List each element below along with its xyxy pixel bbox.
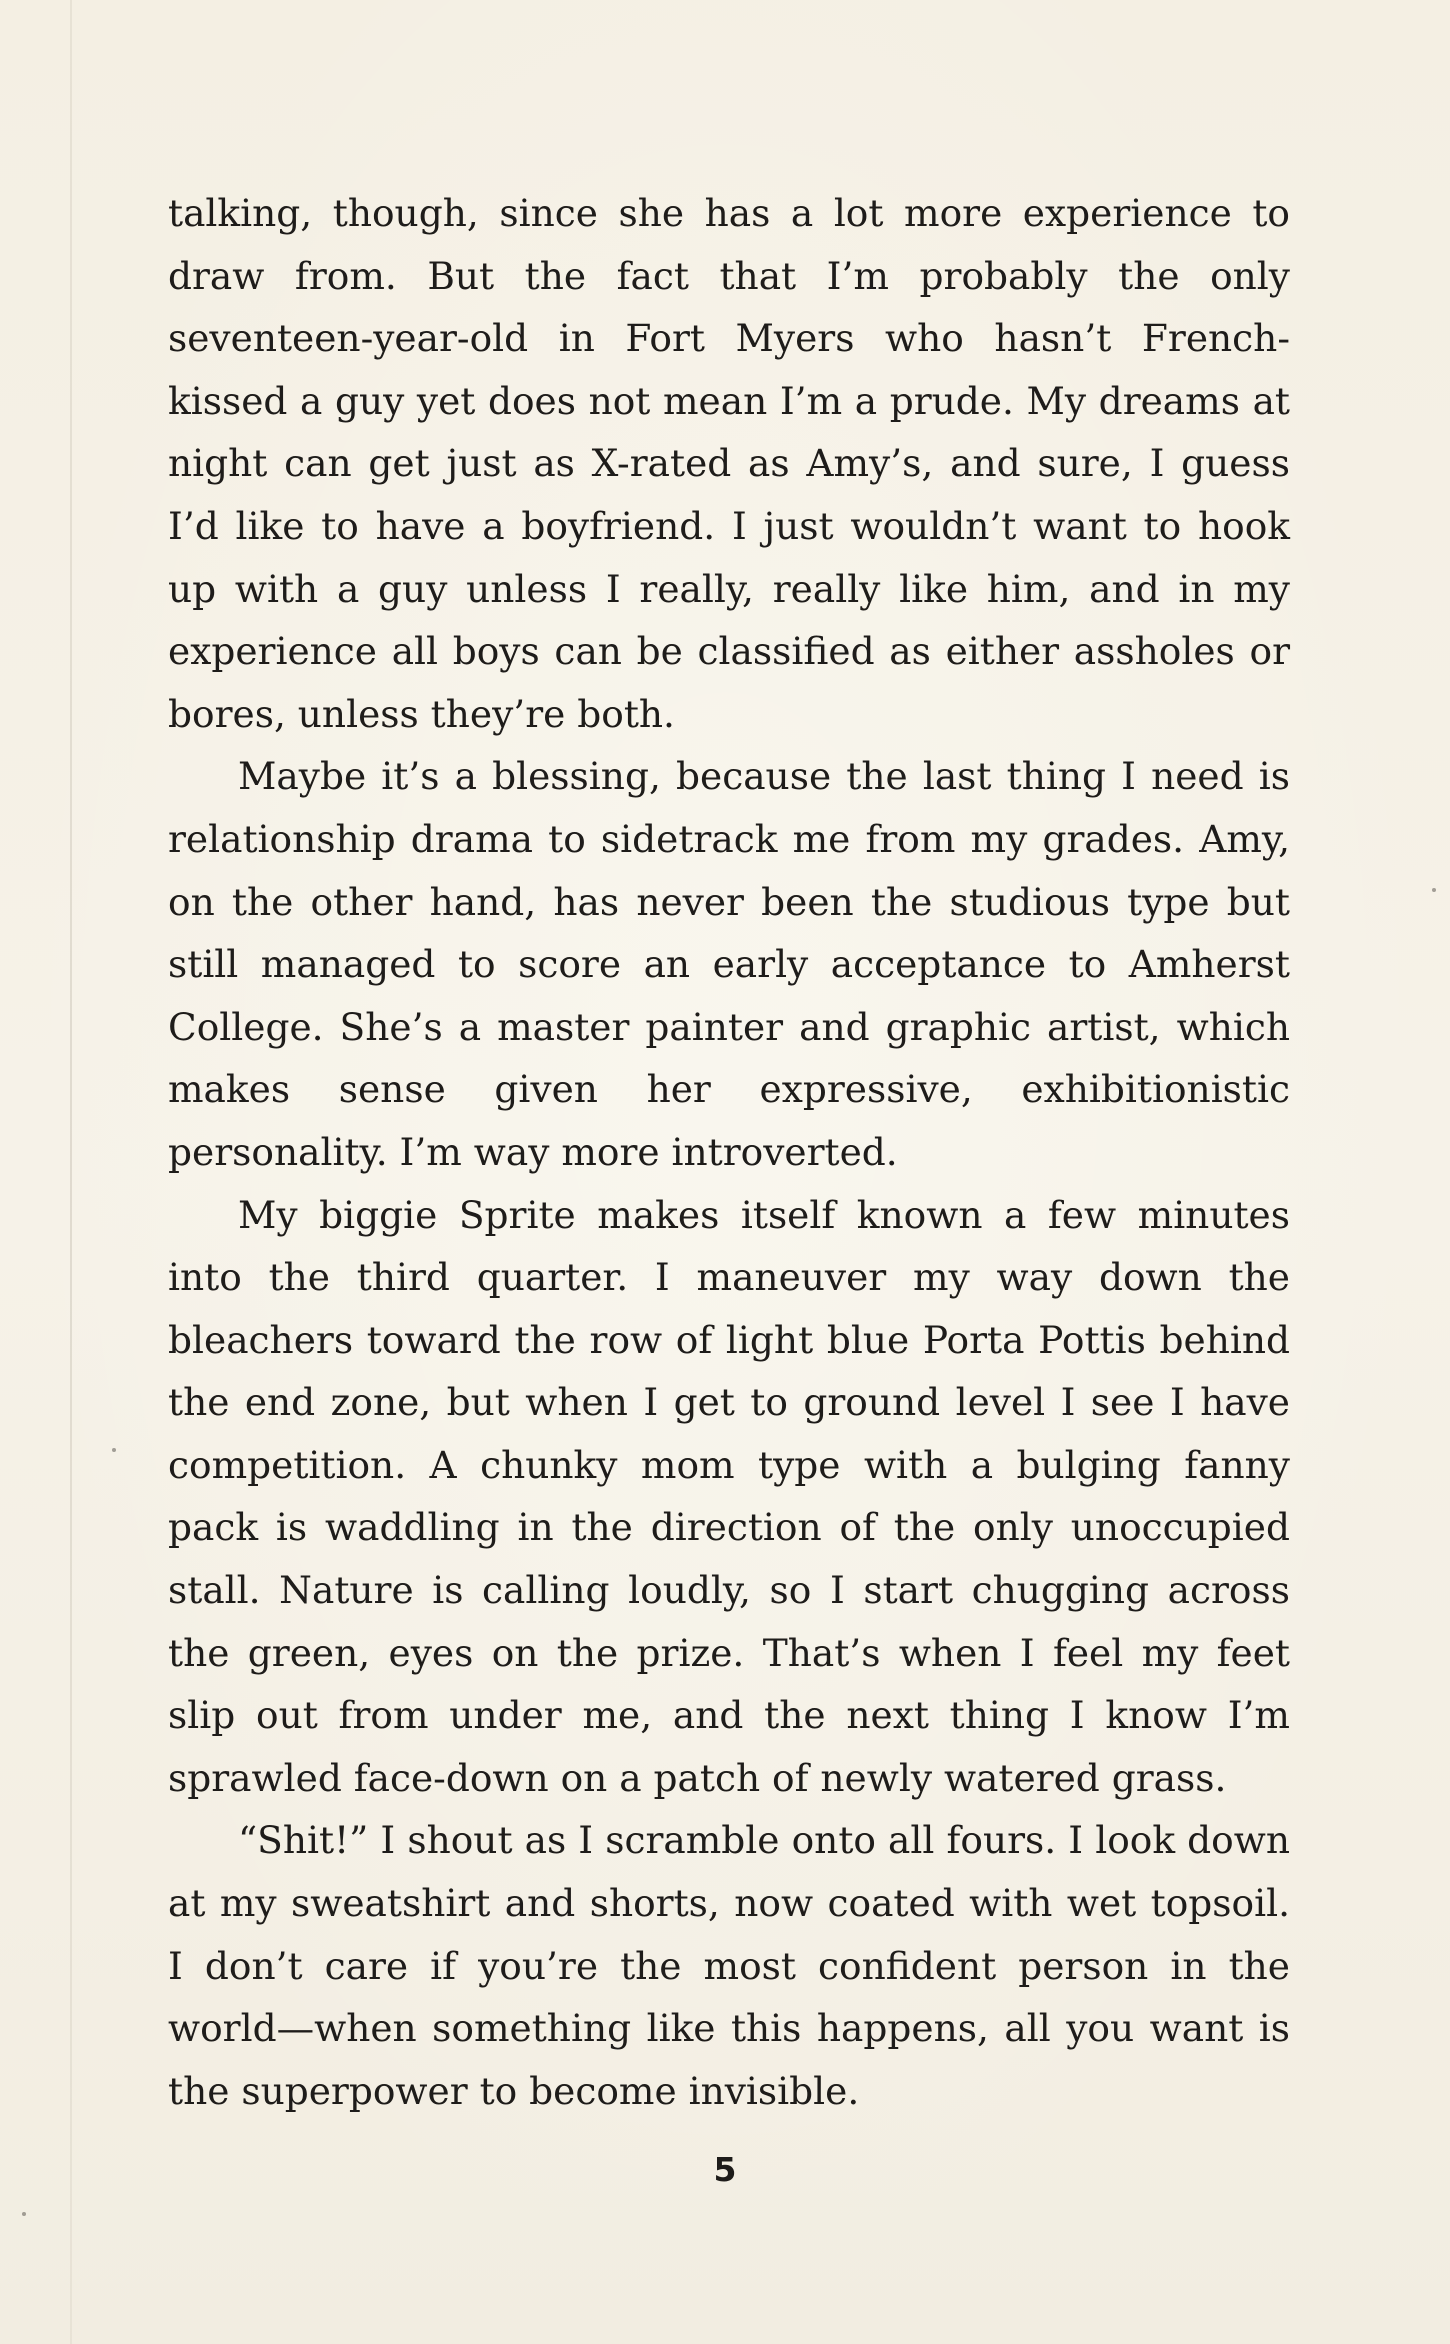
page-number: 5 (713, 2150, 737, 2189)
paragraph-1: talking, though, since she has a lot more experience to draw from. But the fact that I’m probably the only seventeen-year-old in Fort Myers who hasn’t French-kissed a guy yet does not mean I’m a prude. My dreams at night can get just as X-rated as Amy’s, and sure, I guess I’d like to have a boyfriend. I just wouldn’t want to hook up with a guy unless I really, really like him, and in my experience all boys can be classified as either assholes or bores, unless they’re both. (168, 191, 1290, 736)
page-fold-shadow (70, 0, 72, 2344)
paper-speck (1432, 888, 1436, 892)
paragraph-3: My biggie Sprite makes itself known a few minutes into the third quarter. I maneuver my way down the bleachers toward the row of light blue Porta Pottis behind the end zone, but when I get to ground level I see I have competition. A chunky mom type with a bulging fanny pack is waddling in the direction of the only unoccupied stall. Nature is calling loudly, so I start chugging across the green, eyes on the prize. That’s when I feel my feet slip out from under me, and the next thing I know I’m sprawled face-down on a patch of newly watered grass. (168, 1192, 1290, 1800)
paragraph-4: “Shit!” I shout as I scramble onto all fours. I look down at my sweatshirt and shorts, now coated with wet topsoil. I don’t care if you’re the most confident person in the world—when something like this happens, all you want is the superpower to become invisible. (168, 1818, 1290, 2113)
paper-speck (22, 2212, 26, 2216)
paper-speck (112, 1448, 116, 1452)
body-text (168, 182, 1290, 2122)
paragraph-2: Maybe it’s a blessing, because the last thing I need is relationship drama to sidetrack me from my grades. Amy, on the other hand, has never been the studious type but still managed to score an early acceptance to Amherst College. She’s a master painter and graphic artist, which makes sense given her expressive, exhibitionistic personality. I’m way more introverted. (168, 754, 1290, 1174)
